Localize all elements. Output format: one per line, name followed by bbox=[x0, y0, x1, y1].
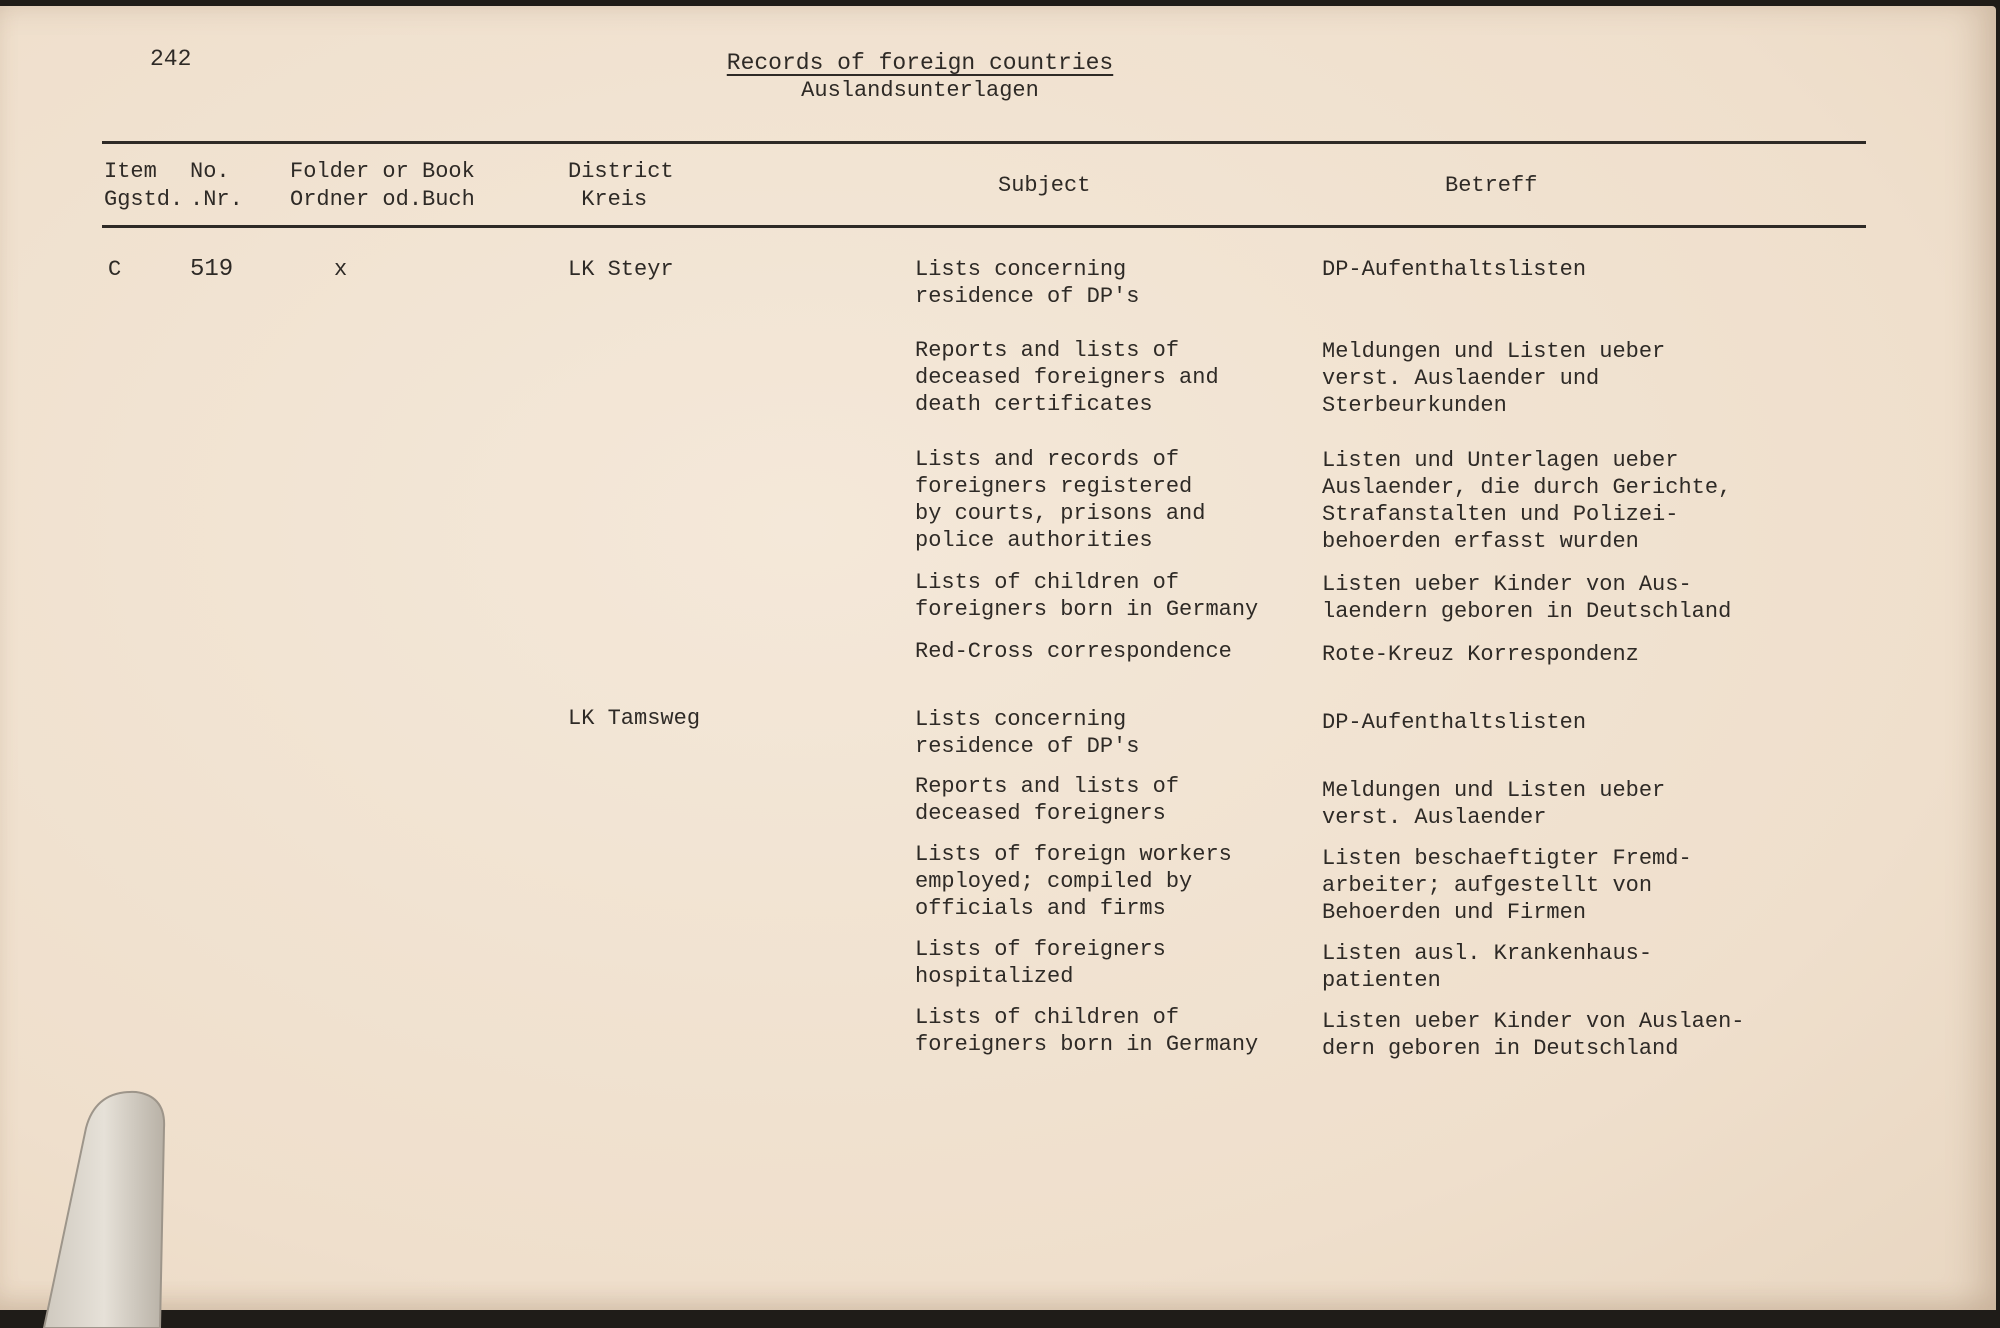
betreff-entry: Meldungen und Listen ueber verst. Auslaender und Sterbeurkunden bbox=[1322, 339, 1666, 418]
subject-entry: Lists and records of foreigners registered by courts, prisons and police authorities bbox=[915, 447, 1206, 553]
betreff-entry: Listen ueber Kinder von Auslaen- dern geboren in Deutschland bbox=[1322, 1009, 1745, 1061]
title-block bbox=[0, 50, 1840, 104]
page-title-english: Records of foreign countries bbox=[726, 50, 1114, 76]
header-top-rule bbox=[102, 141, 1866, 144]
betreff-entry: Listen und Unterlagen ueber Auslaender, die durch Gerichte, Strafanstalten und Polizei- behoerden erfasst wurden bbox=[1322, 448, 1732, 554]
betreff-entry: Meldungen und Listen ueber verst. Auslaender bbox=[1322, 778, 1666, 830]
header-subject: Subject bbox=[998, 173, 1091, 198]
page-number: 242 bbox=[150, 46, 192, 72]
header-bottom-rule bbox=[102, 225, 1866, 228]
betreff-entry: Listen beschaeftigter Fremd- arbeiter; aufgestellt von Behoerden und Firmen bbox=[1322, 846, 1692, 925]
subject-entry: Lists of foreigners hospitalized bbox=[915, 937, 1166, 989]
page-holder-clip bbox=[40, 1088, 168, 1328]
district-name: LK Tamsweg bbox=[568, 706, 701, 731]
betreff-entry: Listen ueber Kinder von Aus- laendern geboren in Deutschland bbox=[1322, 572, 1732, 624]
subject-entry: Lists concerning residence of DP's bbox=[915, 707, 1140, 759]
subject-entry: Red-Cross correspondence bbox=[915, 639, 1232, 664]
subject-entry: Lists of children of foreigners born in Germany bbox=[915, 1005, 1259, 1057]
header-folder: Folder or Book Ordner od.Buch bbox=[290, 159, 475, 212]
record-item: C bbox=[108, 257, 122, 282]
subject-entry: Reports and lists of deceased foreigners bbox=[915, 774, 1180, 826]
header-betreff: Betreff bbox=[1445, 173, 1538, 198]
subject-entry: Lists of children of foreigners born in Germany bbox=[915, 570, 1259, 622]
record-folder-mark: x bbox=[334, 257, 348, 282]
betreff-entry: Rote-Kreuz Korrespondenz bbox=[1322, 642, 1639, 667]
header-no: No. .Nr. bbox=[190, 159, 243, 212]
betreff-entry: Listen ausl. Krankenhaus- patienten bbox=[1322, 941, 1653, 993]
subject-entry: Lists of foreign workers employed; compiled by officials and firms bbox=[915, 842, 1232, 921]
district-name: LK Steyr bbox=[568, 257, 674, 282]
page-title-german: Auslandsunterlagen bbox=[801, 78, 1039, 103]
betreff-entry: DP-Aufenthaltslisten bbox=[1322, 710, 1587, 735]
header-district: District Kreis bbox=[568, 159, 674, 212]
document-page bbox=[0, 6, 1996, 1310]
subject-entry: Reports and lists of deceased foreigners and death certificates bbox=[915, 338, 1219, 417]
header-item: Item Ggstd. bbox=[104, 159, 184, 212]
subject-entry: Lists concerning residence of DP's bbox=[915, 257, 1140, 309]
betreff-entry: DP-Aufenthaltslisten bbox=[1322, 257, 1587, 282]
record-no: 519 bbox=[190, 256, 234, 283]
